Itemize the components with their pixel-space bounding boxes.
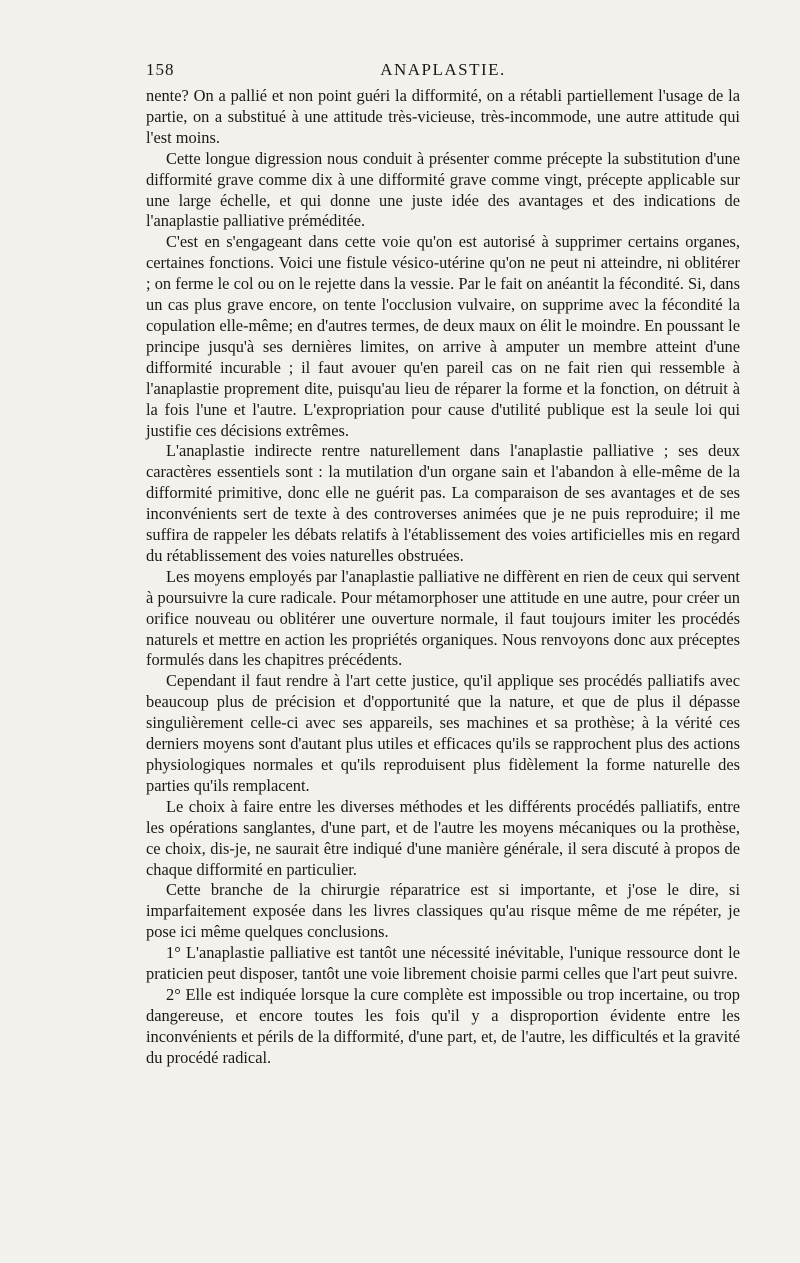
paragraph: 2° Elle est indiquée lorsque la cure complète est impossible ou trop incertaine, ou trop dangereuse, et encore toutes les fois qu'il y a disproportion évidente entre les inconvénients et périls de la difformité, d'une part, et, de l'autre, les difficultés et la gravité du procédé radical. (146, 984, 740, 1067)
paragraph: Les moyens employés par l'anaplastie palliative ne diffèrent en rien de ceux qui servent à poursuivre la cure radicale. Pour métamorphoser une attitude en une autre, pour créer un orifice nouveau ou oblitérer une ouverture normale, il faut toujours imiter les procédés naturels et mettre en action les propriétés organiques. Nous renvoyons donc aux préceptes formulés dans les chapitres précédents. (146, 566, 740, 670)
paragraph: L'anaplastie indirecte rentre naturellement dans l'anaplastie palliative ; ses deux caractères essentiels sont : la mutilation d'un organe sain et l'abandon à elle-même de la difformité primitive, donc elle ne guérit pas. La comparaison de ses avantages et de ses inconvénients sert de texte à des controverses animées que je ne puis reproduire; il me suffira de rappeler les débats relatifs à l'établissement des voies artificielles mis en regard du rétablissement des voies naturelles obstruées. (146, 441, 740, 565)
paragraph: Cette longue digression nous conduit à présenter comme précepte la substitution d'une difformité grave comme dix à une difformité grave comme vingt, précepte applicable sur une large échelle, et qui donne une juste idée des avantages et des indications de l'anaplastie palliative préméditée. (146, 148, 740, 231)
running-title: ANAPLASTIE. (380, 60, 506, 79)
book-page (146, 56, 740, 1069)
paragraph: C'est en s'engageant dans cette voie qu'on est autorisé à supprimer certains organes, certaines fonctions. Voici une fistule vésico-utérine qu'on ne peut ni atteindre, ni oblitérer ; on ferme le col ou on le rejette dans la vessie. Par le fait on anéantit la fécondité. Si, dans un cas plus grave encore, on tente l'occlusion vulvaire, on supprime avec la fécondité la copulation elle-même; en d'autres termes, de deux maux on élit le moindre. En poussant le principe jusqu'à ses dernières limites, on arrive à amputer un membre atteint d'une difformité incurable ; il faut avouer qu'en pareil cas on ne fait rien qui ressemble à l'anaplastie proprement dite, puisqu'au lieu de réparer la forme et la fonction, on détruit à la fois l'une et l'autre. L'expropriation pour cause d'utilité publique est la seule loi qui justifie ces décisions extrêmes. (146, 232, 740, 440)
page-header (146, 56, 740, 86)
page-number: 158 (146, 60, 175, 79)
paragraph: Cette branche de la chirurgie réparatrice est si importante, et j'ose le dire, si imparfaitement exposée dans les livres classiques qu'au risque même de me répéter, je pose ici même quelques conclusions. (146, 880, 740, 942)
paragraph: 1° L'anaplastie palliative est tantôt une nécessité inévitable, l'unique ressource dont le praticien peut disposer, tantôt une voie librement choisie parmi celles que l'art peut suivre. (146, 943, 740, 984)
body-text (146, 86, 740, 1069)
paragraph: Cependant il faut rendre à l'art cette justice, qu'il applique ses procédés palliatifs avec beaucoup plus de précision et d'opportunité que la nature, et que de plus il dépasse singulièrement celle-ci avec ses appareils, ses machines et sa prothèse; à la vérité ces derniers moyens sont d'autant plus utiles et efficaces qu'ils se rapprochent plus des actions physiologiques normales et qu'ils reproduisent plus fidèlement la forme naturelle des parties qu'ils remplacent. (146, 671, 740, 795)
paragraph: Le choix à faire entre les diverses méthodes et les différents procédés palliatifs, entre les opérations sanglantes, d'une part, et de l'autre les moyens mécaniques ou la prothèse, ce choix, dis-je, ne saurait être indiqué d'une manière générale, il sera discuté à propos de chaque difformité en particulier. (146, 796, 740, 879)
paragraph: nente? On a pallié et non point guéri la difformité, on a rétabli partiellement l'usage de la partie, on a substitué à une attitude très-vicieuse, très-incommode, une autre attitude qui l'est moins. (146, 86, 740, 147)
